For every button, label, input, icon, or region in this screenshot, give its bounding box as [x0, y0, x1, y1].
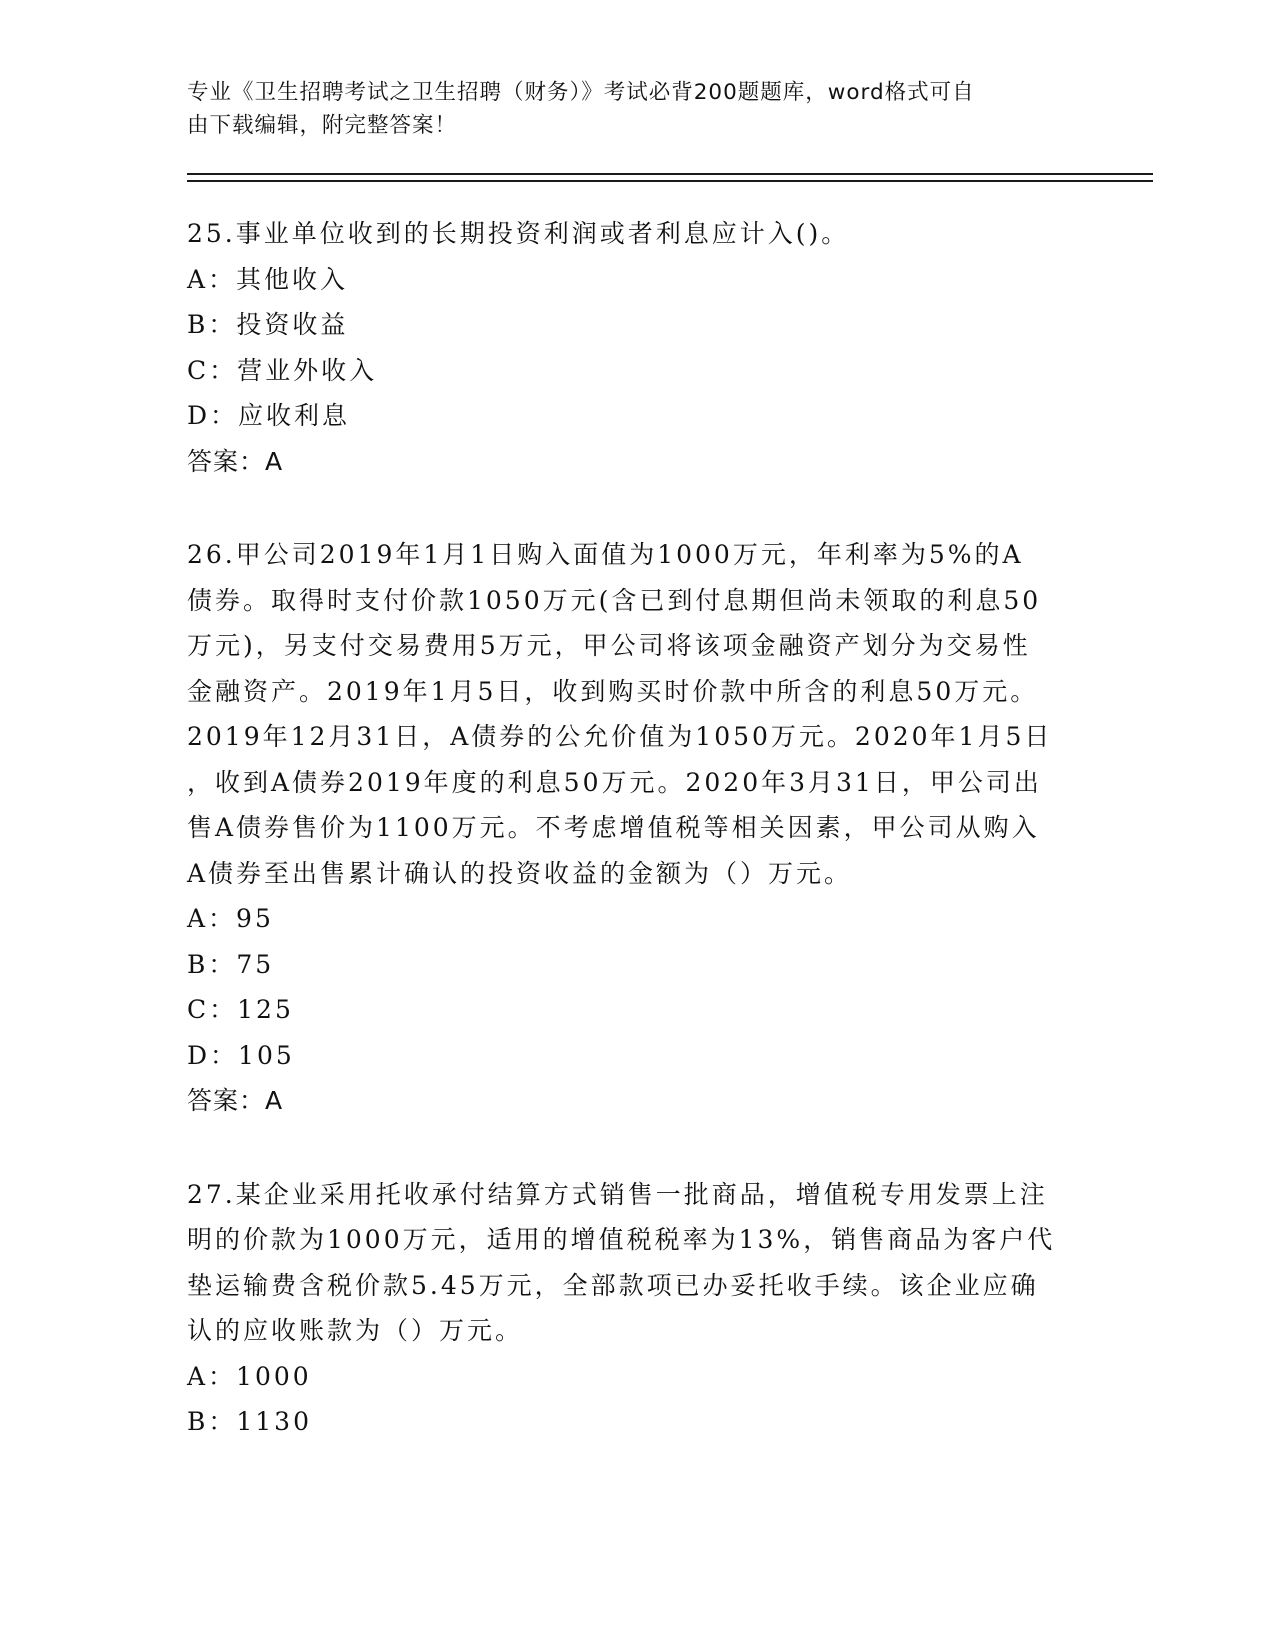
option-b: B：75 — [187, 949, 275, 979]
question-stem — [187, 1172, 1087, 1354]
stem-line: 2019年12月31日，A债券的公允价值为1050万元。2020年1月5日 — [187, 722, 1053, 751]
header-line: 专业《卫生招聘考试之卫生招聘（财务）》考试必背200题题库，word格式可自 — [187, 80, 975, 105]
stem-line: 万元)，另支付交易费用5万元，甲公司将该项金融资产划分为交易性 — [187, 631, 1031, 660]
stem-line: 售A债券售价为1100万元。不考虑增值税等相关因素，甲公司从购入 — [187, 813, 1040, 842]
option-d: D：应收利息 — [187, 401, 351, 430]
question-26 — [187, 532, 1087, 1124]
header-divider — [187, 173, 1153, 175]
option-b: B：1130 — [187, 1407, 312, 1436]
question-list — [187, 211, 1087, 1493]
header-divider — [187, 180, 1153, 182]
option-c: C：125 — [187, 995, 294, 1024]
stem-line: ，收到A债券2019年度的利息50万元。2020年3月31日，甲公司出 — [187, 767, 1042, 797]
question-27 — [187, 1172, 1087, 1445]
question-stem — [187, 211, 1087, 257]
stem-line: 明的价款为1000万元，适用的增值税税率为13%，销售商品为客户代 — [187, 1225, 1056, 1254]
header-line: 由下载编辑，附完整答案！ — [187, 113, 458, 138]
stem-line: 债券。取得时支付价款1050万元(含已到付息期但尚未领取的利息50 — [187, 585, 1042, 615]
option-c: C：营业外收入 — [187, 355, 378, 385]
stem-line: 27.某企业采用托收承付结算方式销售一批商品，增值税专用发票上注 — [187, 1179, 1048, 1209]
option-a: A：95 — [187, 904, 274, 933]
option-d: D：105 — [187, 1040, 295, 1070]
stem-line: 26.甲公司2019年1月1日购入面值为1000万元，年利率为5%的A — [187, 540, 1024, 569]
stem-line: 垫运输费含税价款5.45万元，全部款项已办妥托收手续。该企业应确 — [187, 1270, 1039, 1300]
option-b: B：投资收益 — [187, 310, 349, 339]
stem-line: 金融资产。2019年1月5日，收到购买时价款中所含的利息50万元。 — [187, 676, 1039, 706]
option-a: A：1000 — [187, 1361, 312, 1391]
answer-line: 答案：A — [187, 1086, 284, 1115]
option-a: A：其他收入 — [187, 264, 349, 294]
question-25 — [187, 211, 1087, 484]
stem-line: A债券至出售累计确认的投资收益的金额为（）万元。 — [187, 858, 853, 888]
document-header — [187, 76, 1067, 142]
answer-line: 答案：A — [187, 446, 284, 476]
stem-line: 25.事业单位收到的长期投资利润或者利息应计入()。 — [187, 219, 850, 248]
question-stem — [187, 532, 1087, 896]
stem-line: 认的应收账款为（）万元。 — [187, 1316, 524, 1345]
